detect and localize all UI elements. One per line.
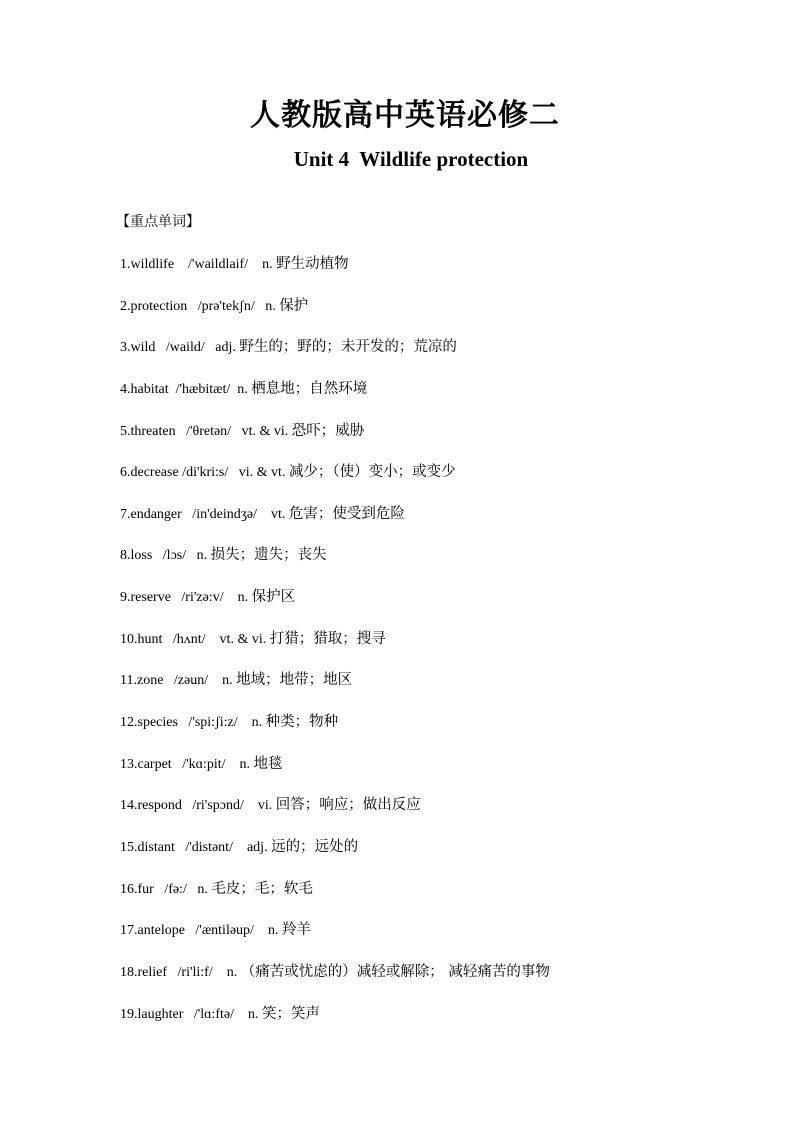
- vocab-meaning: 打猎；猎取；搜寻: [269, 630, 386, 647]
- vocab-item: [120, 421, 760, 463]
- vocab-term: 2.protection /prə'tekʃn/ n.: [120, 298, 280, 314]
- vocab-term: 12.species /'spi:ʃi:z/ n.: [120, 715, 266, 731]
- vocab-meaning: 地毯: [253, 755, 283, 772]
- vocab-meaning: 保护区: [251, 589, 296, 606]
- vocab-meaning: 地域；地带；地区: [236, 672, 353, 689]
- unit-subtitle: Unit 4 Wildlife protection: [293, 147, 529, 171]
- vocab-term: 7.endanger /in'deindʒə/ vt.: [120, 506, 289, 522]
- vocab-term: 16.fur /fə:/ n.: [120, 881, 212, 897]
- vocab-item: [120, 587, 760, 629]
- vocab-item: [120, 1004, 760, 1046]
- vocab-term: 4.habitat /'hæbitæt/ n.: [120, 381, 252, 397]
- vocab-meaning: 减少；（使）变小；或变少: [288, 464, 456, 481]
- vocab-meaning: 毛皮；毛；软毛: [211, 880, 313, 897]
- vocab-meaning: 保护: [279, 297, 309, 314]
- vocab-item: [120, 754, 760, 796]
- document-title: 人教版高中英语必修二: [250, 98, 560, 133]
- vocab-term: 9.reserve /ri'zə:v/ n.: [120, 590, 252, 606]
- vocab-term: 15.distant /'distənt/ adj.: [120, 839, 272, 855]
- vocab-item: [120, 837, 760, 879]
- vocab-term: 14.respond /ri'spɔnd/ vi.: [120, 798, 276, 814]
- vocab-meaning: （痛苦或忧虑的）减轻或解除； 减轻痛苦的事物: [240, 963, 550, 980]
- vocab-item: [120, 670, 760, 712]
- vocab-term: 19.laughter /'lɑ:ftə/ n.: [120, 1006, 263, 1022]
- vocab-term: 18.relief /ri'li:f/ n.: [120, 964, 241, 980]
- vocab-term: 11.zone /zəun/ n.: [120, 673, 237, 689]
- vocab-term: 13.carpet /'kɑ:pit/ n.: [120, 756, 254, 772]
- vocab-item: [120, 254, 760, 296]
- section-label: 【重点单词】: [116, 214, 200, 230]
- vocab-term: 5.threaten /'θretən/ vt. & vi.: [120, 423, 292, 439]
- vocab-term: 3.wild /waild/ adj.: [120, 340, 240, 356]
- vocab-item: [120, 962, 760, 1004]
- vocab-item: [120, 795, 760, 837]
- vocab-item: [120, 337, 760, 379]
- vocab-term: 6.decrease /di'kri:s/ vi. & vt.: [120, 465, 289, 481]
- vocab-term: 10.hunt /hʌnt/ vt. & vi.: [120, 631, 270, 647]
- vocab-item: [120, 920, 760, 962]
- vocab-meaning: 笑；笑声: [262, 1005, 321, 1022]
- vocab-item: [120, 296, 760, 338]
- vocab-meaning: 野生动植物: [276, 256, 349, 272]
- vocab-meaning: 恐吓；威胁: [291, 422, 365, 439]
- vocab-term: 8.loss /lɔs/ n.: [120, 548, 211, 564]
- vocab-meaning: 野生的；野的；未开发的；荒凉的: [239, 339, 457, 356]
- vocab-item: [120, 379, 760, 421]
- vocab-meaning: 远的；远处的: [271, 838, 359, 855]
- vocab-item: [120, 504, 760, 546]
- vocab-item: [120, 462, 760, 504]
- vocab-meaning: 损失；遗失；丧失: [210, 547, 327, 564]
- vocab-item: [120, 629, 760, 671]
- vocab-meaning: 回答；响应；做出反应: [275, 797, 421, 814]
- vocab-meaning: 种类；物种: [265, 714, 339, 731]
- vocab-meaning: 羚羊: [281, 922, 311, 939]
- vocab-item: [120, 545, 760, 587]
- vocabulary-list: [120, 254, 760, 1045]
- vocab-term: 1.wildlife /'waildlaif/ n.: [120, 257, 277, 272]
- vocab-item: [120, 879, 760, 921]
- vocab-item: [120, 712, 760, 754]
- vocab-term: 17.antelope /'æntiləup/ n.: [120, 923, 282, 939]
- vocab-meaning: 栖息地；自然环境: [251, 380, 368, 397]
- vocab-meaning: 危害；使受到危险: [288, 505, 405, 522]
